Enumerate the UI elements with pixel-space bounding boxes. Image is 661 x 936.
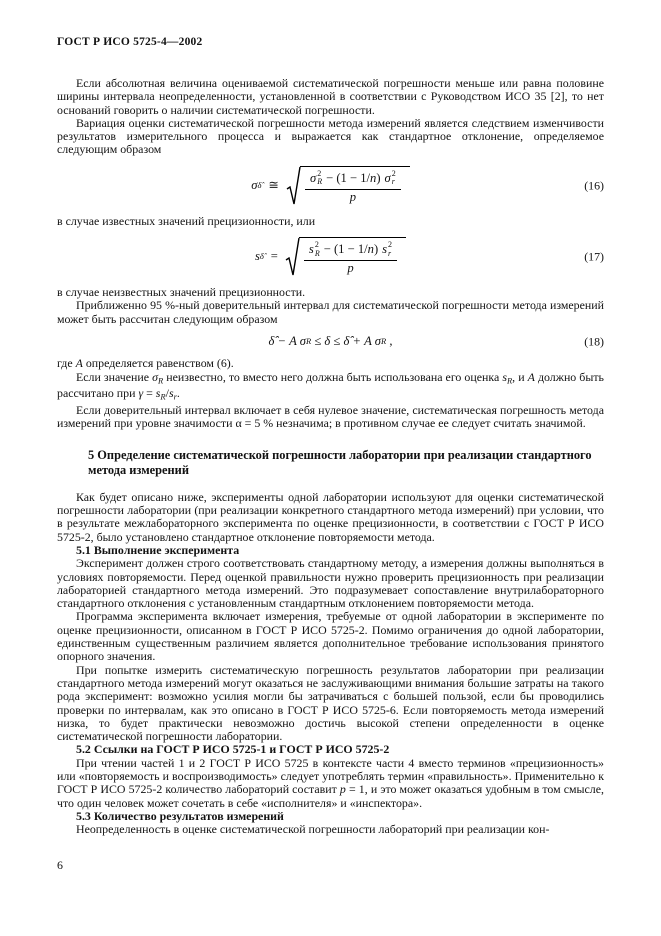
radical-icon	[286, 166, 301, 206]
variable-A: A	[75, 356, 83, 371]
radicand	[299, 237, 406, 275]
formula-17	[57, 237, 604, 277]
term-s-r-squared: s 2 r	[382, 240, 393, 258]
fraction	[304, 241, 397, 275]
denominator: p	[349, 189, 357, 204]
fraction	[305, 170, 401, 204]
variable-gamma: γ	[138, 386, 144, 401]
term-sigma-r-squared: σ 2 r	[384, 168, 396, 187]
variable-p: p	[339, 782, 346, 797]
square-root	[286, 166, 410, 206]
term-s-R-squared: s 2 R	[308, 240, 320, 258]
denominator: p	[347, 261, 354, 276]
delta-hat-subscript: δ̂	[259, 251, 264, 262]
paragraph-sigma-unknown: Если значение $\sigma_R$ неизвестно, то вместо него должна быть использована его оценка $s_R$, и A должно быть рассчитано при $\gamma = s_R/s_r$.	[57, 369, 604, 402]
paragraph-5-3-intro: Неопределенность в оценке систематической погрешности лабораторий при реализации кон-	[76, 822, 550, 837]
operator-group: − (1 − 1/n)	[323, 241, 379, 256]
term-sigma-R-squared: σ 2 R	[309, 168, 323, 187]
radicand	[300, 166, 410, 204]
variable-A: A	[527, 369, 535, 384]
paragraph-5-1-programme: Программа эксперимента включает измерения, требуемые от одной лаборатории в эксперименте по оценке прецизионности, описанном в ГОСТ Р ИСО 5725-2. Помимо ограничения до одной лаборатории, единственным существенным различием является дополнительное требование использования принятого опорного значения.	[57, 609, 604, 664]
s-symbol: s	[254, 249, 260, 264]
formula-17-expression	[255, 237, 406, 277]
subsection-5-1-heading: 5.1 Выполнение эксперимента	[76, 542, 240, 557]
variable-s-R: s	[502, 369, 507, 384]
square-root	[285, 237, 406, 277]
paragraph-5-1-experiment: Эксперимент должен строго соответствовать стандартному методу, а измерения должны выполняться в условиях повторяемости. Перед оценкой правильности нужно проверить прецизионность при реализации лабораторией стандартного метода измерений. Это подразумевает сопоставление внутрилабораторного стандартного отклонения с установленным стандартным отклонением повторяемости метода.	[57, 556, 604, 611]
formula-16	[57, 166, 604, 206]
paragraph-confidence-interval: Приближенно 95 %-ный доверительный интервал для систематической погрешности метода измерений может быть рассчитан следующим образом	[57, 298, 604, 326]
sigma-symbol: σ	[251, 178, 258, 193]
formula-18	[57, 335, 604, 348]
subsection-5-2-heading: 5.2 Ссылки на ГОСТ Р ИСО 5725-1 и ГОСТ Р ИСО 5725-2	[76, 742, 390, 757]
paragraph-zero-in-interval: Если доверительный интервал включает в себя нулевое значение, систематическая погрешность метода измерений при уровне значимости α = 5 % незначима; в противном случае ее следует считать значимой.	[57, 403, 604, 431]
equation-number-17: (17)	[584, 249, 604, 264]
paragraph-where-A: где A определяется равенством (6).	[57, 356, 234, 371]
paragraph-known-precision: в случае известных значений прецизионности, или	[57, 213, 316, 228]
page-content	[57, 77, 604, 836]
operator-group: − (1 − 1/n)	[326, 170, 381, 185]
approx-equal-sign: ≅	[268, 178, 279, 193]
equation-number-16: (16)	[584, 178, 604, 193]
section-5-heading: 5 Определение систематической погрешности лаборатории при реализации стандартного метода измерений	[88, 447, 592, 478]
numerator	[305, 170, 401, 190]
radical-icon	[285, 237, 300, 277]
paragraph-bias-variation: Вариация оценки систематической погрешности метода измерений является следствием изменчивости результатов измерительного процесса и выражается как стандартное отклонение, определяемое следующим образом	[57, 115, 604, 157]
document-header-title: ГОСТ Р ИСО 5725-4—2002	[57, 36, 203, 48]
paragraph-bias-half-interval: Если абсолютная величина оцениваемой систематической погрешности меньше или равна половине ширины интервала неопределенности, установленной в соответствии с Руководством ИСО 35 [2], то нет оснований говорить о наличии систематической погрешности.	[57, 76, 604, 117]
paragraph-unknown-precision: в случае неизвестных значений прецизионности.	[57, 285, 306, 300]
equals-sign: =	[270, 249, 278, 264]
paragraph-5-1-costs: При попытке измерить систематическую погрешность результатов лаборатории при реализации стандартного метода измерений могут оказаться не заслуживающими внимания большие затраты на такого рода эксперимент: возможно усилия могли бы затрачиваться с большей пользой, если бы проводились проверки по интервалам, как это описано в ГОСТ Р ИСО 5725-6. Если повторяемость метода измерений низка, то будет практически невозможно достичь высокой степени определенности в оценке систематической погрешности лаборатории.	[57, 662, 604, 744]
paragraph-section5-intro: Как будет описано ниже, эксперименты одной лаборатории используют для оценки систематической погрешности лаборатории (при реализации конкретного стандартного метода измерений) при условии, что в результате межлабораторного эксперимента по оценке прецизионности, в соответствии с ГОСТ Р ИСО 5725-2, было установлено стандартное отклонение повторяемости метода.	[57, 489, 604, 544]
formula-16-expression	[251, 166, 410, 206]
variable-sigma-R: σ	[152, 369, 158, 384]
formula-18-expression: δ̂ − A σ R ≤ δ ≤ δ̂ + A σ R ,	[268, 333, 393, 348]
numerator	[304, 241, 397, 261]
paragraph-5-2-references: При чтении частей 1 и 2 ГОСТ Р ИСО 5725 в контексте части 4 вместо терминов «прецизионность» или «повторяемость и воспроизводимость» следует употреблять термин «правильность». Применительно к ГОСТ Р ИСО 5725-2 количество лабораторий составит p = 1, и это может оказаться удобным в том смысле, что один человек может сочетать в себе «исполнителя» и «инспектора».	[57, 755, 604, 810]
subsection-5-3-heading: 5.3 Количество результатов измерений	[76, 808, 284, 823]
equation-number-18: (18)	[584, 333, 604, 348]
page-number: 6	[57, 858, 63, 872]
delta-hat-subscript: δ̂	[257, 180, 262, 191]
